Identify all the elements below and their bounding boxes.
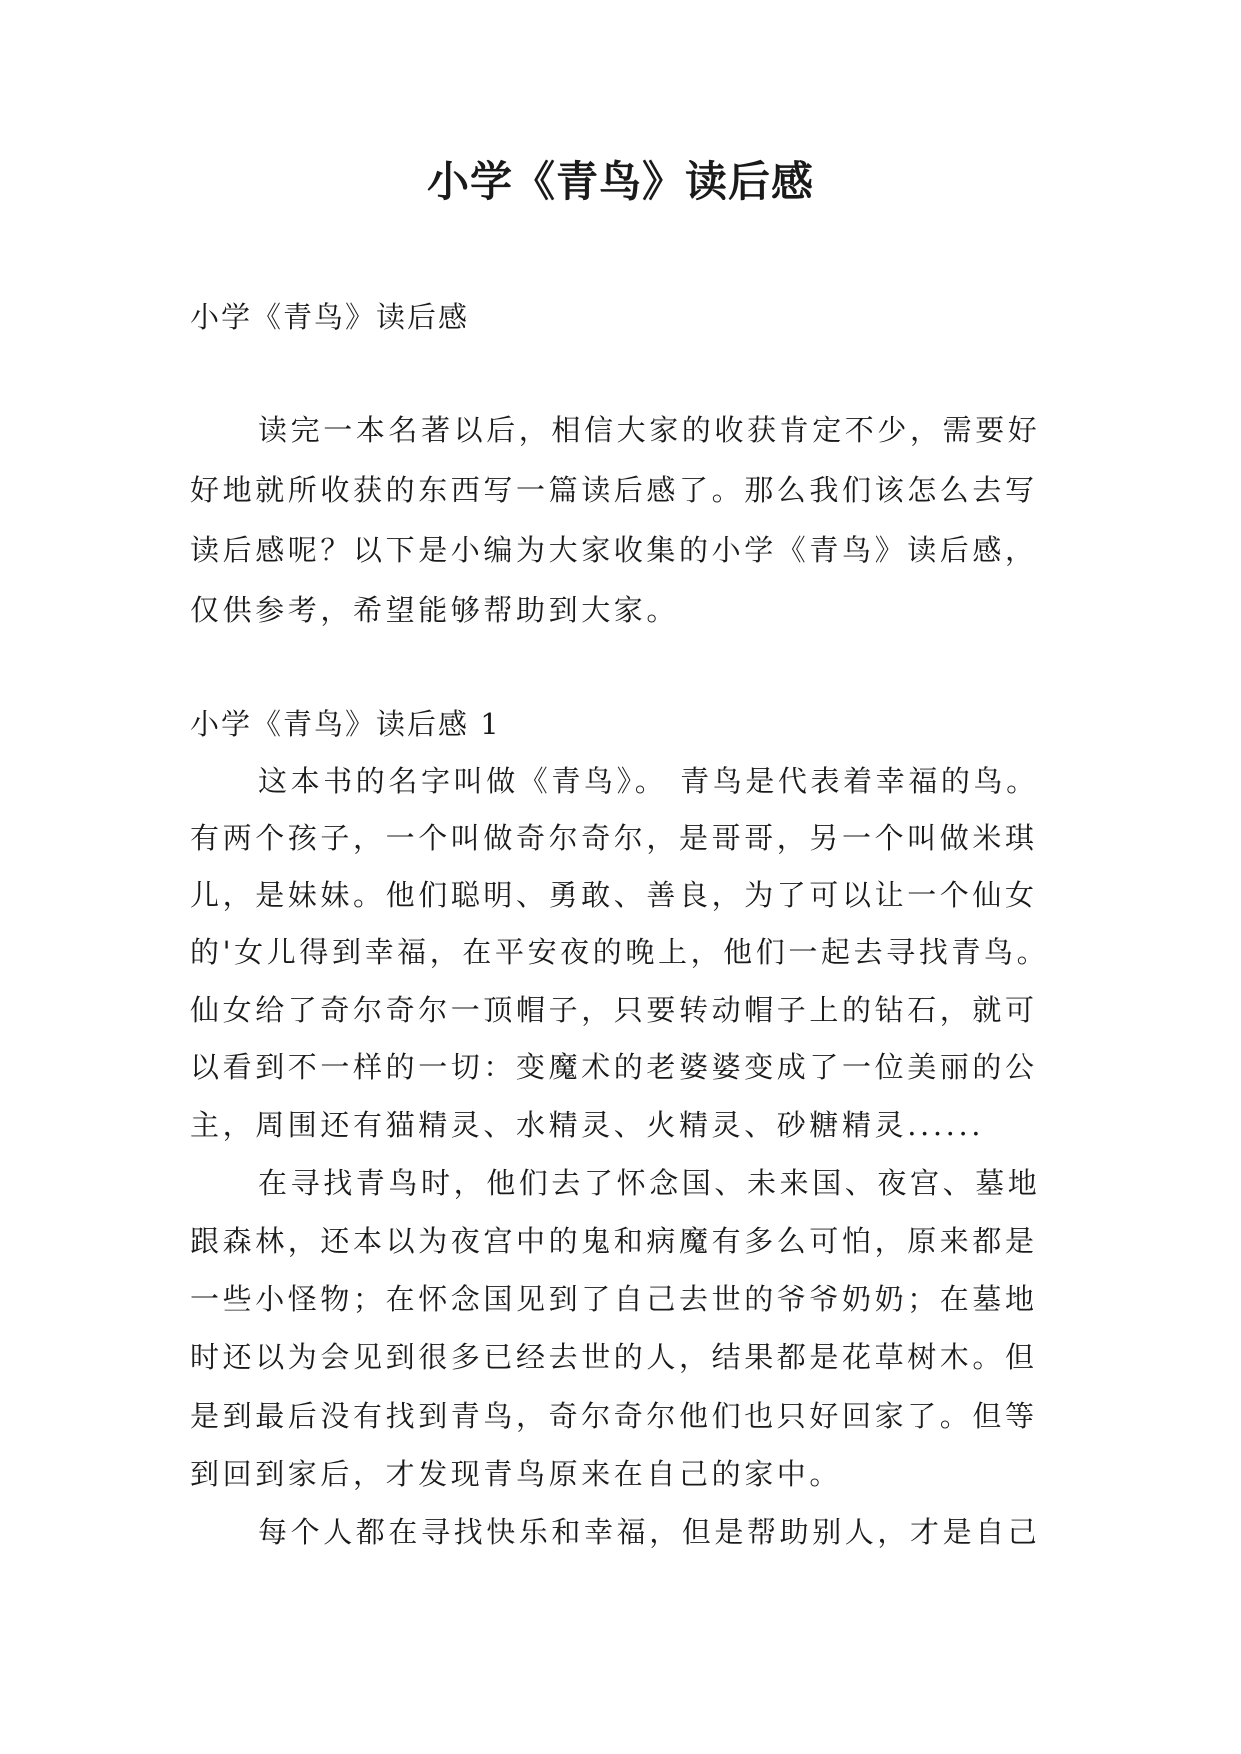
paragraph-line: 主，周围还有猫精灵、水精灵、火精灵、砂糖精灵...... bbox=[190, 1108, 985, 1142]
paragraph-line: 的'女儿得到幸福，在平安夜的晚上，他们一起去寻找青鸟。 bbox=[190, 935, 1050, 969]
paragraph-line: 儿，是妹妹。他们聪明、勇敢、善良，为了可以让一个仙女 bbox=[190, 878, 1038, 912]
paragraph-line: 到回到家后，才发现青鸟原来在自己的家中。 bbox=[190, 1457, 843, 1491]
paragraph-line: 仅供参考，希望能够帮助到大家。 bbox=[190, 593, 680, 627]
document-title: 小学《青鸟》读后感 bbox=[426, 157, 814, 206]
paragraph-line: 在寻找青鸟时，他们去了怀念国、未来国、夜宫、墓地 bbox=[258, 1166, 1041, 1200]
paragraph-line: 有两个孩子，一个叫做奇尔奇尔，是哥哥，另一个叫做米琪 bbox=[190, 821, 1038, 855]
paragraph-line: 以看到不一样的一切：变魔术的老婆婆变成了一位美丽的公 bbox=[190, 1050, 1038, 1084]
paragraph-line: 每个人都在寻找快乐和幸福，但是帮助别人，才是自己 bbox=[258, 1515, 1041, 1549]
paragraph-line: 好地就所收获的东西写一篇读后感了。那么我们该怎么去写 bbox=[190, 473, 1038, 507]
paragraph-line: 这本书的名字叫做《青鸟》。 青鸟是代表着幸福的鸟。 bbox=[258, 764, 1039, 798]
paragraph-line: 一些小怪物；在怀念国见到了自己去世的爷爷奶奶；在墓地 bbox=[190, 1282, 1038, 1316]
paragraph-line: 读完一本名著以后，相信大家的收获肯定不少，需要好 bbox=[258, 413, 1041, 447]
paragraph-line: 时还以为会见到很多已经去世的人，结果都是花草树木。但 bbox=[190, 1340, 1038, 1374]
paragraph-line: 仙女给了奇尔奇尔一顶帽子，只要转动帽子上的钻石，就可 bbox=[190, 993, 1038, 1027]
document-subtitle: 小学《青鸟》读后感 bbox=[190, 300, 470, 334]
paragraph-line: 读后感呢？以下是小编为大家收集的小学《青鸟》读后感， bbox=[190, 533, 1038, 567]
paragraph-line: 跟森林，还本以为夜宫中的鬼和病魔有多么可怕，原来都是 bbox=[190, 1224, 1038, 1258]
paragraph-line: 是到最后没有找到青鸟，奇尔奇尔他们也只好回家了。但等 bbox=[190, 1399, 1038, 1433]
section-heading: 小学《青鸟》读后感 1 bbox=[190, 707, 501, 741]
